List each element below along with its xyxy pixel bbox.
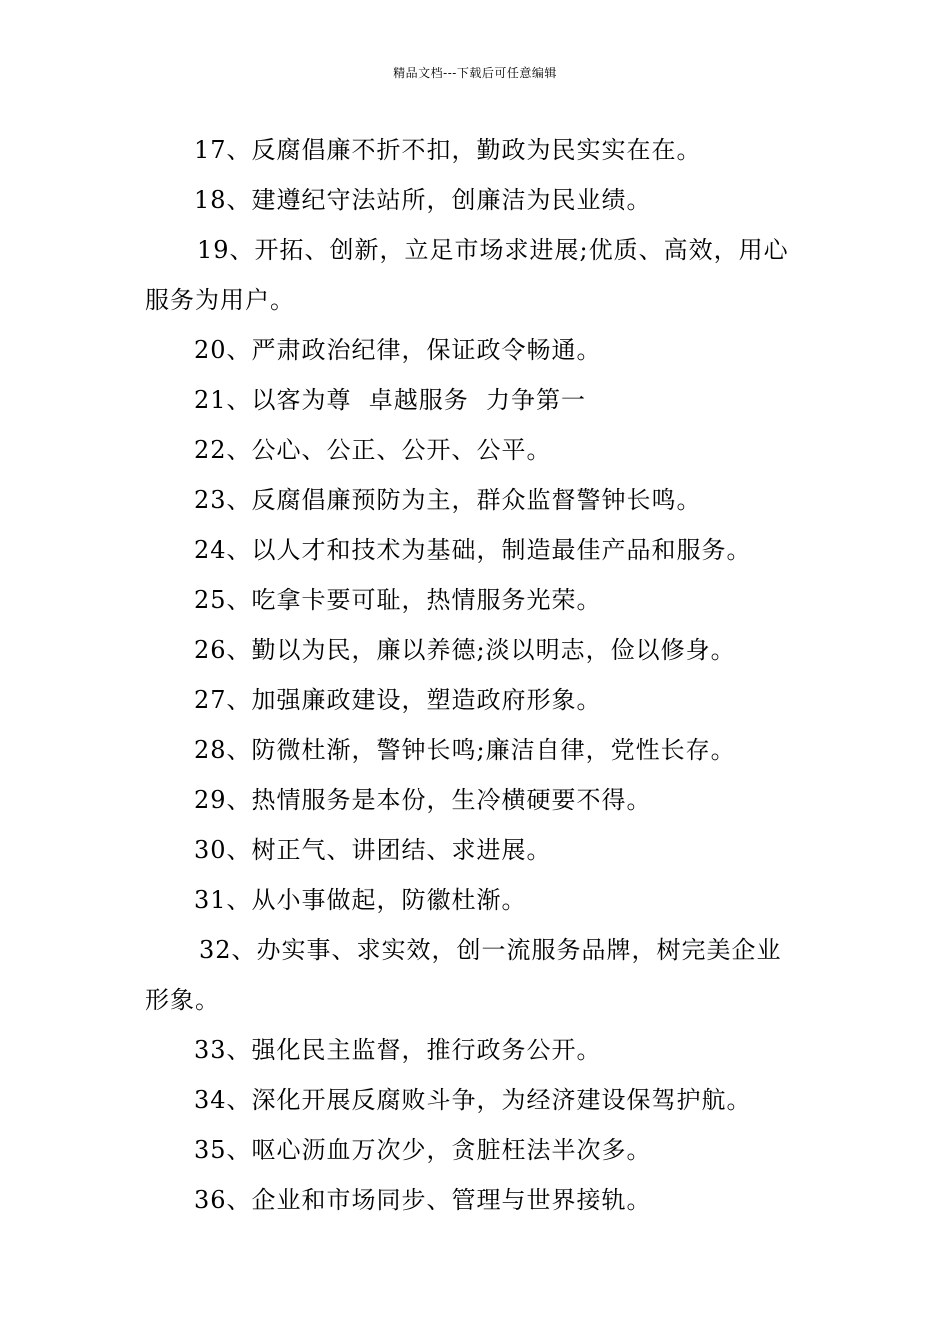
slogan-line: 33、强化民主监督，推行政务公开。 (194, 1036, 602, 1064)
slogan-line: 28、防微杜渐，警钟长鸣;廉洁自律，党性长存。 (194, 736, 736, 764)
slogan-line: 26、勤以为民，廉以养德;淡以明志，俭以修身。 (194, 636, 736, 664)
slogan-line: 18、建遵纪守法站所，创廉洁为民业绩。 (194, 186, 652, 214)
slogan-line: 24、以人才和技术为基础，制造最佳产品和服务。 (194, 536, 752, 564)
slogan-line: 25、吃拿卡要可耻，热情服务光荣。 (194, 586, 602, 614)
slogan-line: 32、办实事、求实效，创一流服务品牌，树完美企业 (199, 936, 782, 964)
slogan-line: 17、反腐倡廉不折不扣，勤政为民实实在在。 (194, 136, 702, 164)
slogan-line: 27、加强廉政建设，塑造政府形象。 (194, 686, 602, 714)
slogan-line: 20、严肃政治纪律，保证政令畅通。 (194, 336, 602, 364)
page-header: 精品文档---下载后可任意编辑 (393, 66, 557, 80)
slogan-line: 34、深化开展反腐败斗争，为经济建设保驾护航。 (194, 1086, 752, 1114)
slogan-line: 31、从小事做起，防徽杜渐。 (194, 886, 527, 914)
slogan-line: 22、公心、公正、公开、公平。 (194, 436, 552, 464)
slogan-line: 23、反腐倡廉预防为主，群众监督警钟长鸣。 (194, 486, 702, 514)
slogan-line-continuation: 服务为用户。 (145, 286, 295, 314)
slogan-line-continuation: 形象。 (145, 986, 220, 1014)
slogan-line: 19、开拓、创新，立足市场求进展;优质、高效，用心 (197, 236, 789, 264)
slogan-line: 29、热情服务是本份，生冷横硬要不得。 (194, 786, 652, 814)
slogan-line: 21、以客为尊 卓越服务 力争第一 (194, 386, 587, 414)
slogan-line: 36、企业和市场同步、管理与世界接轨。 (194, 1186, 652, 1214)
slogan-line: 30、树正气、讲团结、求进展。 (194, 836, 552, 864)
slogan-line: 35、呕心沥血万次少，贪脏枉法半次多。 (194, 1136, 652, 1164)
